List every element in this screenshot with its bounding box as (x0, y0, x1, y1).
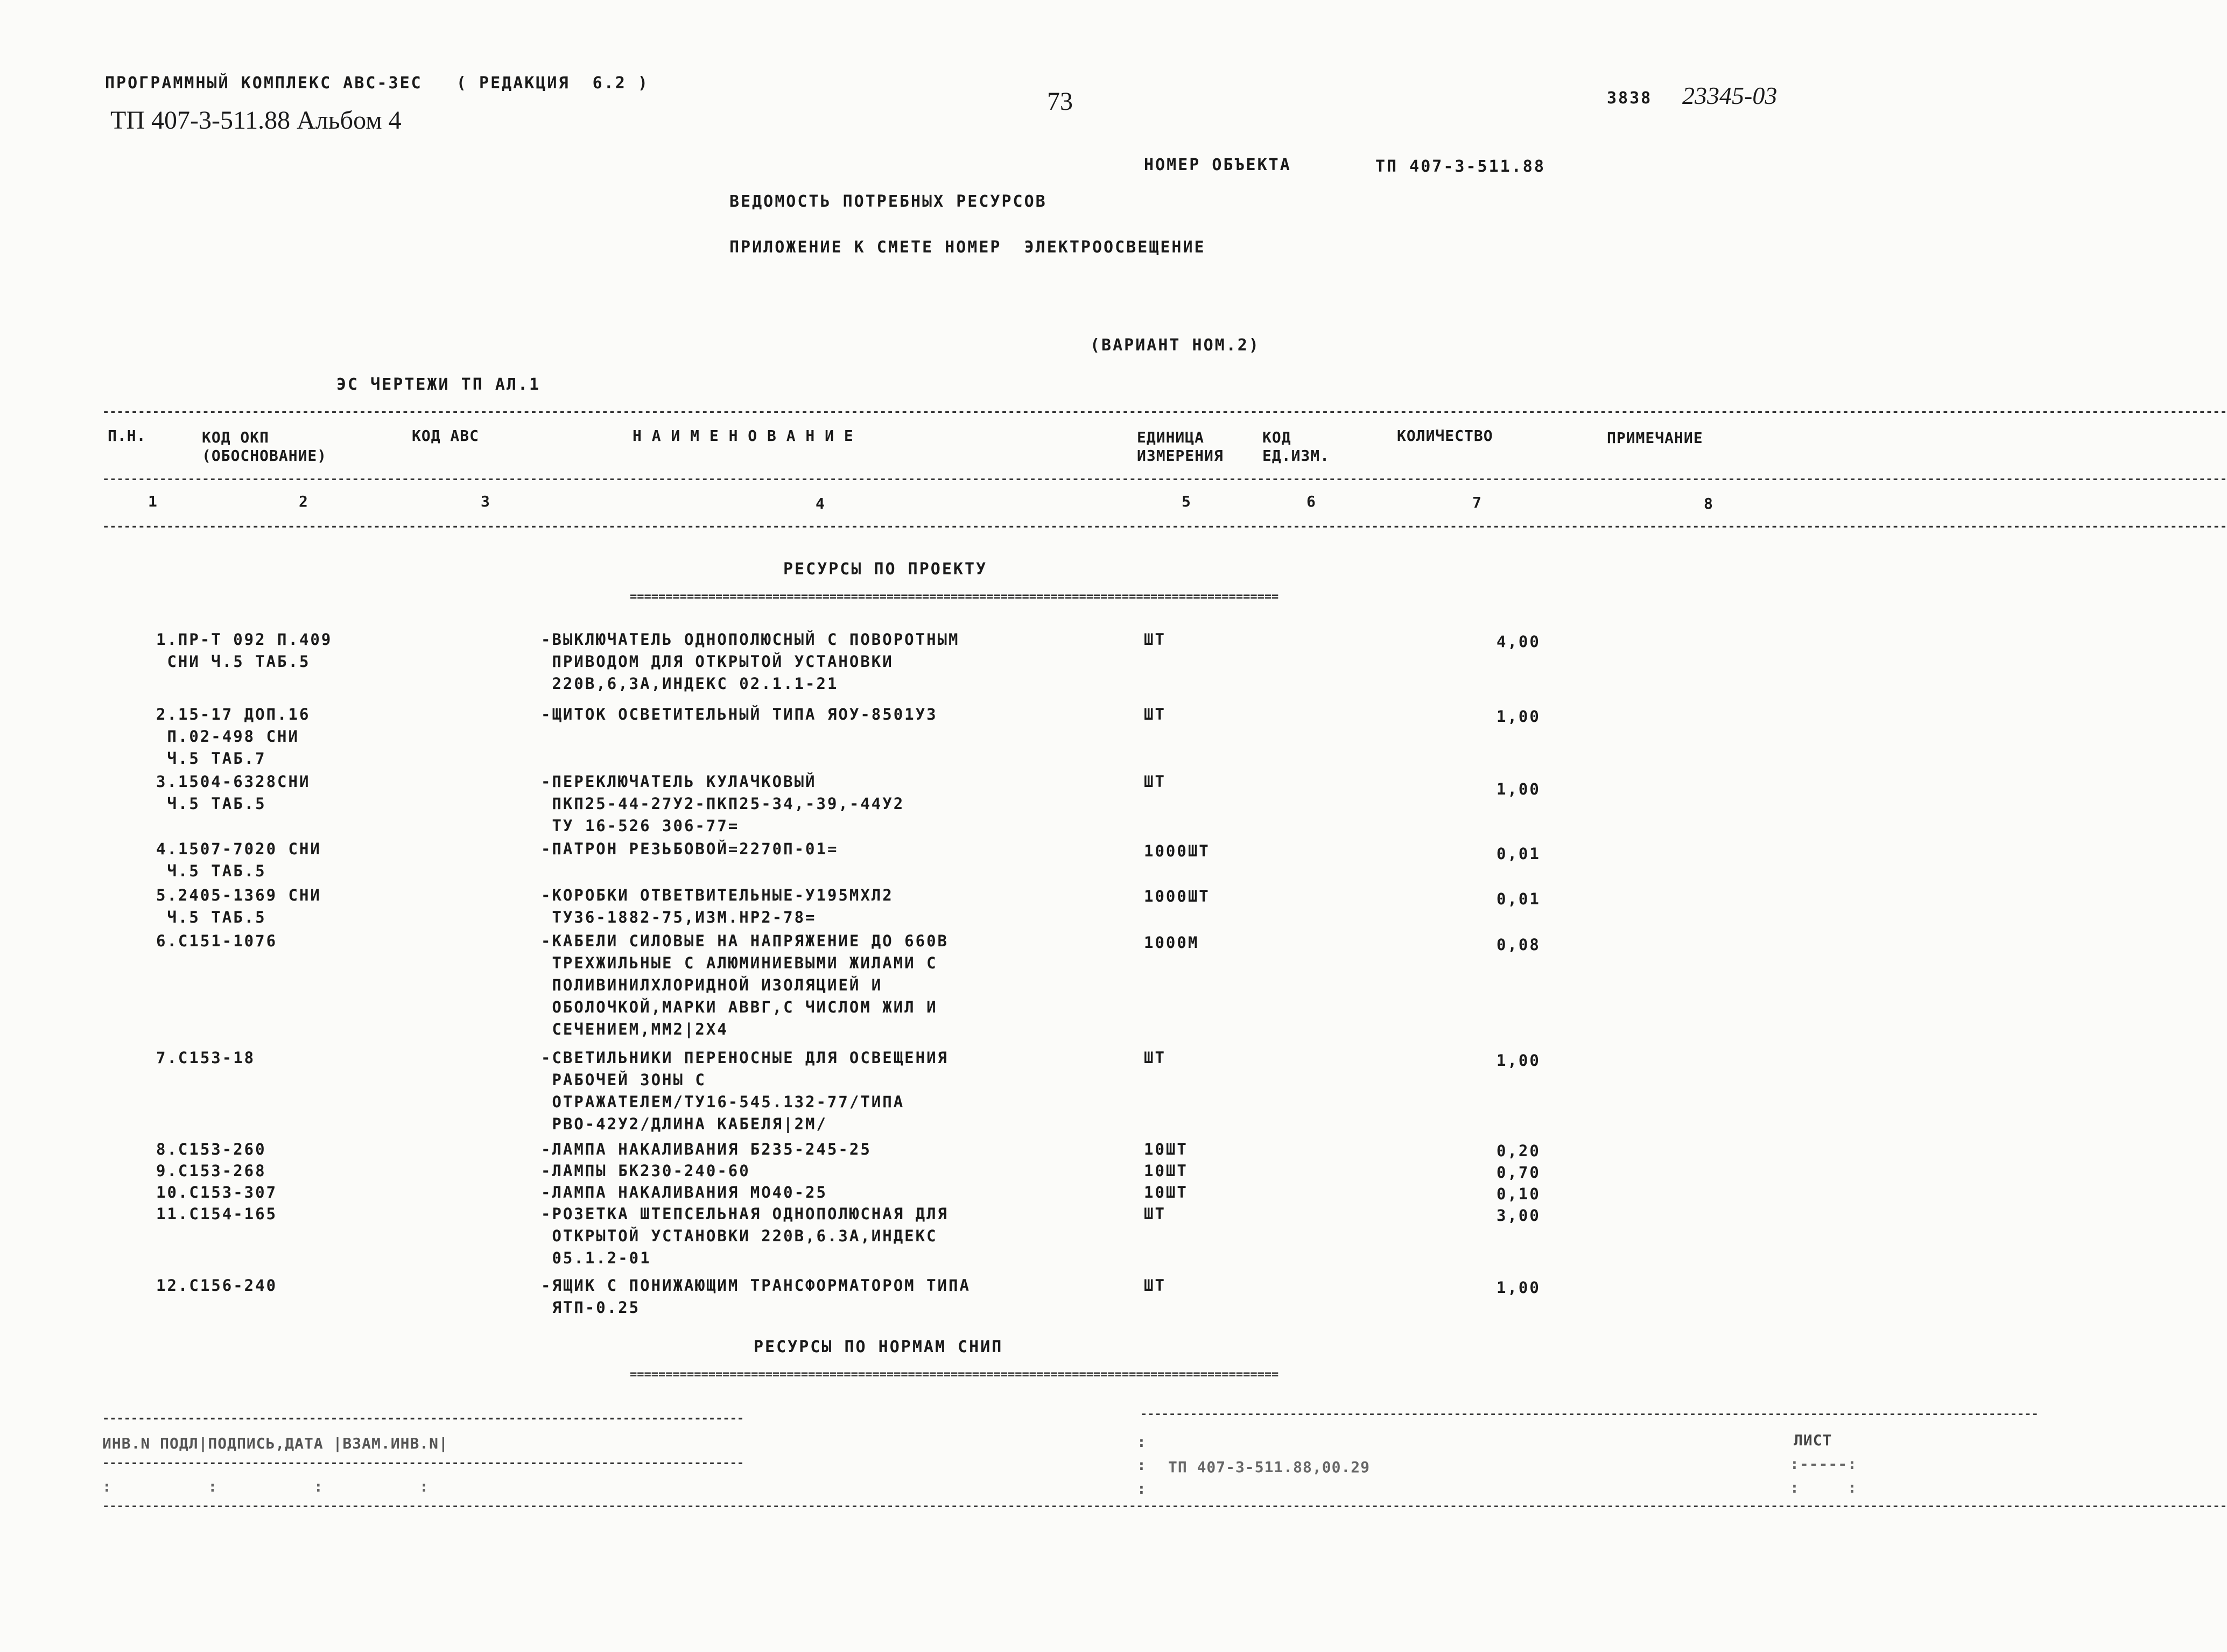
col-header-7: КОЛИЧЕСТВО (1397, 427, 1493, 445)
album-title: ТП 407-3-511.88 Альбом 4 (110, 106, 402, 135)
row-qty: 1,00 (1497, 707, 1541, 726)
stamp-divider-left: : (1137, 1433, 1147, 1451)
section-norms-title: РЕСУРСЫ ПО НОРМАМ СНИП (754, 1338, 1003, 1356)
table-rule-top: ---------------------------------------------------------------------------------------------------------------------------------------------------------------------------------------------------------------------------------------------------------------------------------------------------------- (102, 405, 2227, 419)
row-code: 6.С151-1076 (156, 932, 278, 950)
col-num-6: 6 (1306, 493, 1316, 510)
row-code: 4.1507-7020 СНИ Ч.5 ТАБ.5 (156, 840, 321, 880)
row-qty: 0,08 (1497, 936, 1541, 954)
col-header-6: КОД ЕД.ИЗМ. (1262, 428, 1330, 465)
stamp-rule-mid: ------------------------------------------------------------------------------------------ (102, 1457, 744, 1470)
row-name: -ПАТРОН РЕЗЬБОВОЙ=2270П-01= (541, 840, 839, 858)
stamp-columns: ИНВ.N ПОДЛ|ПОДПИСЬ,ДАТА |ВЗАМ.ИНВ.N| (102, 1435, 448, 1452)
row-name: -ЩИТОК ОСВЕТИТЕЛЬНЫЙ ТИПА ЯОУ-8501УЗ (541, 705, 938, 723)
row-unit: 10ШТ (1144, 1183, 1188, 1201)
row-code: 5.2405-1369 СНИ Ч.5 ТАБ.5 (156, 886, 321, 926)
row-unit: ШТ (1144, 1205, 1166, 1223)
col-num-2: 2 (299, 493, 308, 510)
sheet-box-bottom: : : (1790, 1479, 1858, 1496)
row-code: 3.1504-6328СНИ Ч.5 ТАБ.5 (156, 772, 311, 813)
row-code: 12.С156-240 (156, 1276, 278, 1295)
row-unit: 10ШТ (1144, 1162, 1188, 1180)
row-unit: 1000М (1144, 933, 1199, 952)
document-subtitle: ПРИЛОЖЕНИЕ К СМЕТЕ НОМЕР ЭЛЕКТРООСВЕЩЕНИЕ (729, 238, 1206, 257)
sheet-box: :-----: (1790, 1455, 1858, 1473)
stamp-rule-bottom: ---------------------------------------------------------------------------------------------------------------------------------------------------------------------------------------------------------------------------------------------------------------------------------------------------------- (102, 1500, 2227, 1513)
document-title: ВЕДОМОСТЬ ПОТРЕБНЫХ РЕСУРСОВ (729, 192, 1047, 211)
row-name: -СВЕТИЛЬНИКИ ПЕРЕНОСНЫЕ ДЛЯ ОСВЕЩЕНИЯ РАБОЧЕЙ ЗОНЫ С ОТРАЖАТЕЛЕМ/ТУ16-545.132-77/ТИПА РВО-42У2/ДЛИНА КАБЕЛЯ|2М/ (541, 1049, 949, 1133)
row-unit: 1000ШТ (1144, 887, 1210, 905)
row-qty: 0,01 (1497, 845, 1541, 863)
col-num-3: 3 (481, 493, 490, 510)
row-unit: ШТ (1144, 630, 1166, 649)
col-num-4: 4 (816, 495, 825, 512)
section-project-title: РЕСУРСЫ ПО ПРОЕКТУ (783, 560, 988, 579)
row-qty: 4,00 (1497, 632, 1541, 651)
col-num-5: 5 (1182, 493, 1191, 510)
row-code: 8.С153-260 (156, 1140, 266, 1158)
object-label: НОМЕР ОБЪЕКТА (1144, 156, 1291, 174)
row-name: -ЛАМПА НАКАЛИВАНИЯ МО40-25 (541, 1183, 827, 1201)
row-code: 7.С153-18 (156, 1049, 256, 1067)
row-qty: 1,00 (1497, 1278, 1541, 1297)
row-qty: 3,00 (1497, 1206, 1541, 1225)
row-qty: 1,00 (1497, 780, 1541, 798)
col-header-3: КОД АВС (412, 427, 480, 445)
stamp-rule-top-right: ------------------------------------------------------------------------------------------------------------------------------ (1140, 1408, 2039, 1421)
row-code: 9.С153-268 (156, 1162, 266, 1180)
table-rule-mid: ---------------------------------------------------------------------------------------------------------------------------------------------------------------------------------------------------------------------------------------------------------------------------------------------------------- (102, 473, 2227, 486)
document-code: ТП 407-3-511.88,00.29 (1168, 1458, 1371, 1476)
row-qty: 0,20 (1497, 1142, 1541, 1160)
row-code: 10.С153-307 (156, 1183, 278, 1201)
row-qty: 0,70 (1497, 1163, 1541, 1182)
table-rule-bottom: ---------------------------------------------------------------------------------------------------------------------------------------------------------------------------------------------------------------------------------------------------------------------------------------------------------- (102, 520, 2227, 533)
object-value: ТП 407-3-511.88 (1375, 157, 1545, 176)
page-number: 73 (1047, 87, 1073, 116)
section-norms-underline: =========================================================================================== (630, 1368, 1279, 1381)
row-code: 2.15-17 ДОП.16 П.02-498 СНИ Ч.5 ТАБ.7 (156, 705, 311, 768)
stamp-divider-left-3: : (1137, 1480, 1147, 1498)
col-header-8: ПРИМЕЧАНИЕ (1607, 429, 1703, 447)
row-unit: 1000ШТ (1144, 842, 1210, 860)
col-header-1: П.Н. (108, 427, 146, 445)
row-name: -РОЗЕТКА ШТЕПСЕЛЬНАЯ ОДНОПОЛЮСНАЯ ДЛЯ ОТКРЫТОЙ УСТАНОВКИ 220В,6.3А,ИНДЕКС 05.1.2-01 (541, 1205, 949, 1267)
row-name: -ПЕРЕКЛЮЧАТЕЛЬ КУЛАЧКОВЫЙ ПКП25-44-27У2-ПКП25-34,-39,-44У2 ТУ 16-526 306-77= (541, 772, 905, 835)
stamp-cells: : : : : (102, 1478, 430, 1495)
row-name: -КАБЕЛИ СИЛОВЫЕ НА НАПРЯЖЕНИЕ ДО 660В ТРЕХЖИЛЬНЫЕ С АЛЮМИНИЕВЫМИ ЖИЛАМИ С ПОЛИВИНИЛХЛОРИДНОЙ ИЗОЛЯЦИЕЙ И ОБОЛОЧКОЙ,МАРКИ АВВГ,С ЧИСЛОМ ЖИЛ И СЕЧЕНИЕМ,ММ2|2Х4 (541, 932, 949, 1038)
col-num-1: 1 (148, 493, 158, 510)
program-header: ПРОГРАММНЫЙ КОМПЛЕКС АВС-3ЕС ( РЕДАКЦИЯ 6.2 ) (105, 74, 649, 93)
stamp-rule-top-left: ------------------------------------------------------------------------------------------ (102, 1412, 744, 1425)
drawings-label: ЭС ЧЕРТЕЖИ ТП АЛ.1 (336, 375, 541, 394)
variant-label: (ВАРИАНТ НОМ.2) (1090, 336, 1260, 355)
row-qty: 0,01 (1497, 890, 1541, 908)
col-num-8: 8 (1704, 495, 1713, 512)
row-unit: ШТ (1144, 705, 1166, 723)
col-header-5: ЕДИНИЦА ИЗМЕРЕНИЯ (1137, 428, 1224, 465)
row-qty: 0,10 (1497, 1185, 1541, 1203)
section-project-underline: =========================================================================================== (630, 590, 1279, 603)
handwritten-code: 23345-03 (1682, 82, 1778, 109)
row-name: -КОРОБКИ ОТВЕТВИТЕЛЬНЫЕ-У195МХЛ2 ТУ36-1882-75,ИЗМ.НР2-78= (541, 886, 894, 926)
sheet-label: ЛИСТ (1794, 1431, 1832, 1449)
row-name: -ВЫКЛЮЧАТЕЛЬ ОДНОПОЛЮСНЫЙ С ПОВОРОТНЫМ ПРИВОДОМ ДЛЯ ОТКРЫТОЙ УСТАНОВКИ 220В,6,3А,ИНДЕКС 02.1.1-21 (541, 630, 960, 693)
row-unit: ШТ (1144, 772, 1166, 791)
row-unit: ШТ (1144, 1049, 1166, 1067)
row-name: -ЛАМПА НАКАЛИВАНИЯ Б235-245-25 (541, 1140, 872, 1158)
stamp-divider-left-2: : (1137, 1456, 1147, 1474)
row-unit: ШТ (1144, 1276, 1166, 1295)
row-code: 11.С154-165 (156, 1205, 278, 1223)
row-name: -ЛАМПЫ БК230-240-60 (541, 1162, 750, 1180)
row-name: -ЯЩИК С ПОНИЖАЮЩИМ ТРАНСФОРМАТОРОМ ТИПА ЯТП-0.25 (541, 1276, 971, 1317)
row-code: 1.ПР-Т 092 П.409 СНИ Ч.5 ТАБ.5 (156, 630, 333, 671)
col-header-4: Н А И М Е Н О В А Н И Е (633, 427, 854, 445)
row-qty: 1,00 (1497, 1051, 1541, 1070)
row-unit: 10ШТ (1144, 1140, 1188, 1158)
sheet-code: 3838 (1607, 89, 1653, 108)
col-header-2: КОД ОКП (ОБОСНОВАНИЕ) (202, 428, 327, 465)
col-num-7: 7 (1472, 494, 1482, 511)
